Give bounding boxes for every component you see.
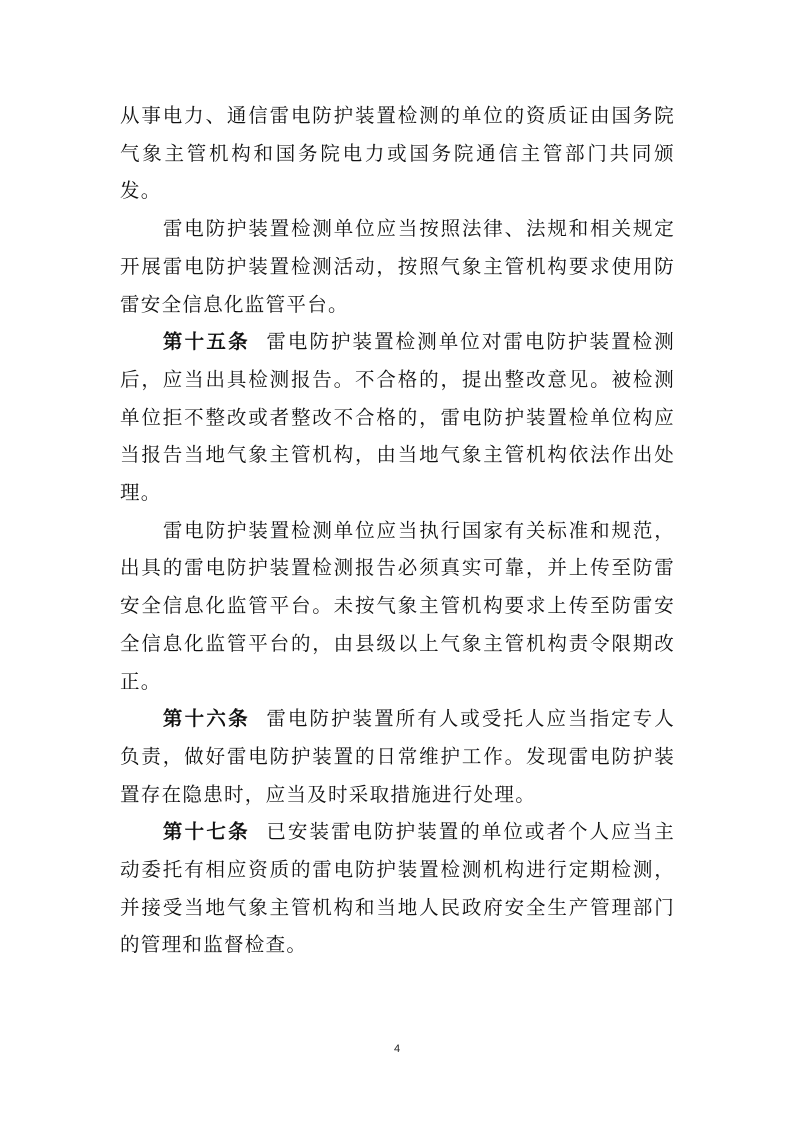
paragraph-text: 雷电防护装置检测单位应当按照法律、法规和相关规定开展雷电防护装置检测活动，按照气象主管机构要求使用防雷安全信息化监管平台。 [120, 217, 675, 316]
page-number: 4 [393, 1043, 401, 1055]
article-number: 第十六条 [162, 707, 250, 731]
article-16-paragraph [120, 700, 675, 813]
paragraph-text: 已安装雷电防护装置的单位或者个人应当主动委托有相应资质的雷电防护装置检测机构进行定期检测，并接受当地气象主管机构和当地人民政府安全生产管理部门的管理和监督检查。 [120, 820, 675, 957]
article-number: 第十五条 [162, 330, 250, 354]
paragraph-text: 雷电防护装置所有人或受托人应当指定专人负责，做好雷电防护装置的日常维护工作。发现雷电防护装置存在隐患时，应当及时采取措施进行处理。 [120, 707, 675, 806]
article-15-paragraph [120, 323, 675, 512]
article-number: 第十七条 [162, 820, 250, 844]
paragraph-2 [120, 210, 675, 323]
paragraph-text: 雷电防护装置检测单位对雷电防护装置检测后，应当出具检测报告。不合格的，提出整改意见。被检测单位拒不整改或者整改不合格的，雷电防护装置检单位构应当报告当地气象主管机构，由当地气象主管机构依法作出处理。 [120, 330, 675, 505]
paragraph-text: 雷电防护装置检测单位应当执行国家有关标准和规范，出具的雷电防护装置检测报告必须真实可靠，并上传至防雷安全信息化监管平台。未按气象主管机构要求上传至防雷安全信息化监管平台的，由县级以上气象主管机构责令限期改正。 [120, 518, 675, 693]
paragraph-4 [120, 512, 675, 701]
article-17-paragraph [120, 813, 675, 964]
body-text [120, 97, 675, 964]
paragraph-text: 从事电力、通信雷电防护装置检测的单位的资质证由国务院气象主管机构和国务院电力或国务院通信主管部门共同颁发。 [120, 104, 675, 203]
paragraph-1 [120, 97, 675, 210]
